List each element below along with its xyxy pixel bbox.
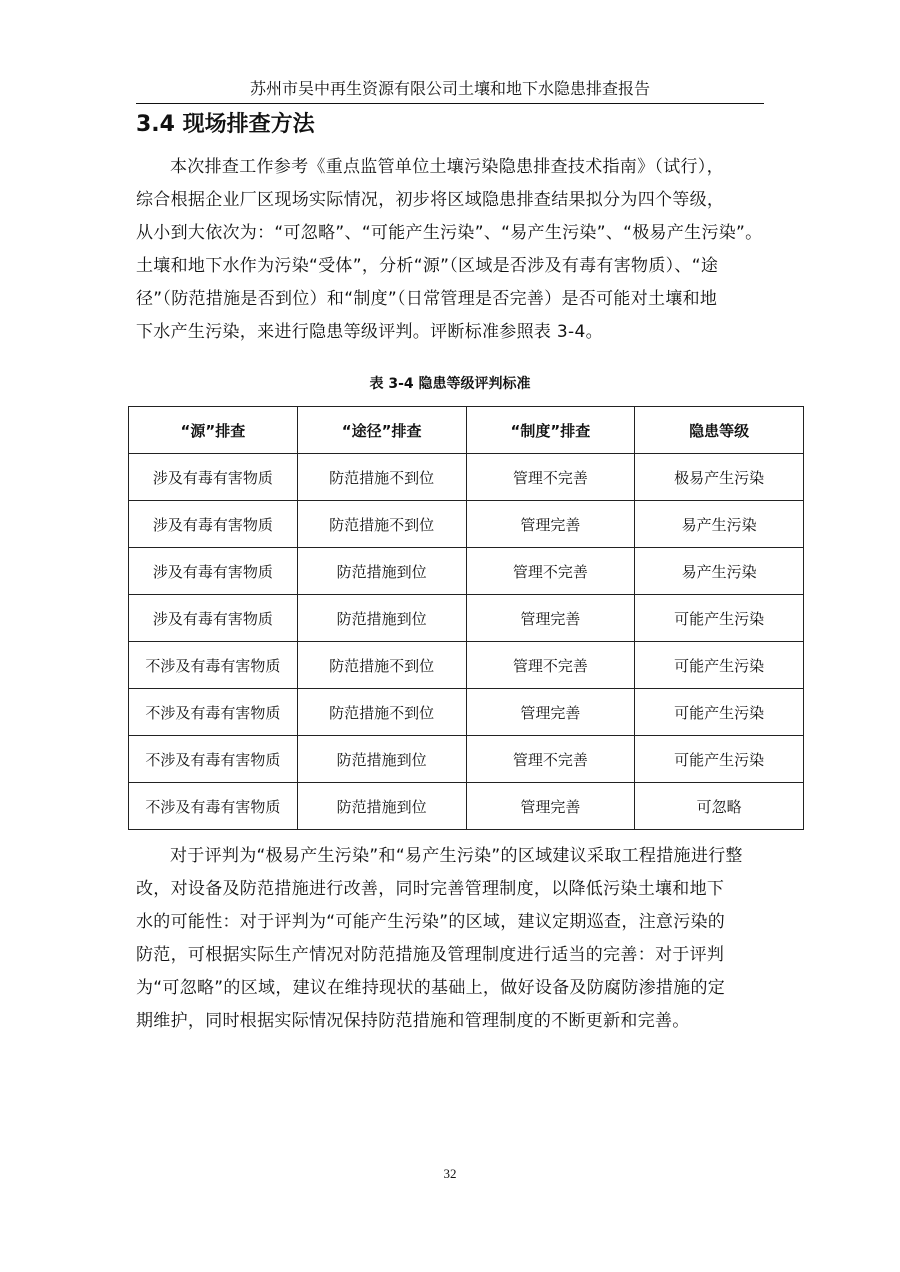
paragraph-line: 期维护，同时根据实际情况保持防范措施和管理制度的不断更新和完善。 <box>136 1011 690 1031</box>
table-cell: 易产生污染 <box>635 501 804 548</box>
paragraph-line: 本次排查工作参考《重点监管单位土壤污染隐患排查技术指南》（试行）， <box>170 157 724 177</box>
column-header-pathway: “途径”排查 <box>297 407 466 454</box>
table-row <box>129 501 804 548</box>
table-cell: 防范措施到位 <box>297 595 466 642</box>
table-cell: 管理不完善 <box>466 642 635 689</box>
section-heading: 3.4 现场排查方法 <box>136 112 315 137</box>
recommendation-paragraph <box>136 840 768 1038</box>
table-cell: 不涉及有毒有害物质 <box>129 642 298 689</box>
table-cell: 不涉及有毒有害物质 <box>129 689 298 736</box>
paragraph-line: 从小到大依次为：“可忽略”、“可能产生污染”、“易产生污染”、“极易产生污染”。 <box>136 223 763 243</box>
table-cell: 可忽略 <box>635 783 804 830</box>
page-number: 32 <box>443 1166 457 1181</box>
paragraph-line: 径”（防范措施是否到位）和“制度”（日常管理是否完善）是否可能对土壤和地 <box>136 289 718 309</box>
paragraph-line: 改，对设备及防范措施进行改善，同时完善管理制度，以降低污染土壤和地下 <box>136 879 725 899</box>
table-cell: 管理完善 <box>466 595 635 642</box>
table-cell: 管理不完善 <box>466 454 635 501</box>
table-row <box>129 689 804 736</box>
table-cell: 管理不完善 <box>466 736 635 783</box>
table-cell: 极易产生污染 <box>635 454 804 501</box>
table-cell: 可能产生污染 <box>635 689 804 736</box>
table-cell: 防范措施不到位 <box>297 689 466 736</box>
paragraph-line: 防范，可根据实际生产情况对防范措施及管理制度进行适当的完善：对于评判 <box>136 945 725 965</box>
column-header-system: “制度”排查 <box>466 407 635 454</box>
table-cell: 防范措施不到位 <box>297 454 466 501</box>
table-row <box>129 595 804 642</box>
table-cell: 防范措施不到位 <box>297 642 466 689</box>
hazard-grade-table <box>128 406 804 830</box>
header-rule <box>136 103 764 104</box>
table-cell: 涉及有毒有害物质 <box>129 454 298 501</box>
table-cell: 涉及有毒有害物质 <box>129 501 298 548</box>
table-caption: 表 3-4 隐患等级评判标准 <box>369 376 531 392</box>
running-header: 苏州市吴中再生资源有限公司土壤和地下水隐患排查报告 <box>249 79 650 98</box>
paragraph-line: 为“可忽略”的区域，建议在维持现状的基础上，做好设备及防腐防渗措施的定 <box>136 978 726 998</box>
table-cell: 可能产生污染 <box>635 642 804 689</box>
column-header-source: “源”排查 <box>129 407 298 454</box>
table-cell: 易产生污染 <box>635 548 804 595</box>
paragraph-line: 水的可能性：对于评判为“可能产生污染”的区域，建议定期巡查，注意污染的 <box>136 912 726 932</box>
table-cell: 涉及有毒有害物质 <box>129 595 298 642</box>
table-cell: 管理完善 <box>466 783 635 830</box>
table-cell: 不涉及有毒有害物质 <box>129 783 298 830</box>
table-row <box>129 736 804 783</box>
table-row <box>129 783 804 830</box>
table-cell: 可能产生污染 <box>635 736 804 783</box>
table-row <box>129 548 804 595</box>
table-cell: 可能产生污染 <box>635 595 804 642</box>
intro-paragraph <box>136 151 768 349</box>
paragraph-line: 土壤和地下水作为污染“受体”，分析“源”（区域是否涉及有毒有害物质）、“途 <box>136 256 719 276</box>
table-cell: 防范措施到位 <box>297 548 466 595</box>
table-cell: 管理不完善 <box>466 548 635 595</box>
paragraph-line: 对于评判为“极易产生污染”和“易产生污染”的区域建议采取工程措施进行整 <box>170 846 743 866</box>
table-cell: 涉及有毒有害物质 <box>129 548 298 595</box>
table-row <box>129 454 804 501</box>
table-cell: 管理完善 <box>466 501 635 548</box>
table-header-row <box>129 407 804 454</box>
paragraph-line: 下水产生污染，来进行隐患等级评判。评断标准参照表 3-4。 <box>136 322 603 342</box>
paragraph-line: 综合根据企业厂区现场实际情况，初步将区域隐患排查结果拟分为四个等级， <box>136 190 725 210</box>
table-row <box>129 642 804 689</box>
table-cell: 不涉及有毒有害物质 <box>129 736 298 783</box>
column-header-grade: 隐患等级 <box>635 407 804 454</box>
table-cell: 防范措施到位 <box>297 736 466 783</box>
table-cell: 防范措施到位 <box>297 783 466 830</box>
table-cell: 防范措施不到位 <box>297 501 466 548</box>
table-cell: 管理完善 <box>466 689 635 736</box>
